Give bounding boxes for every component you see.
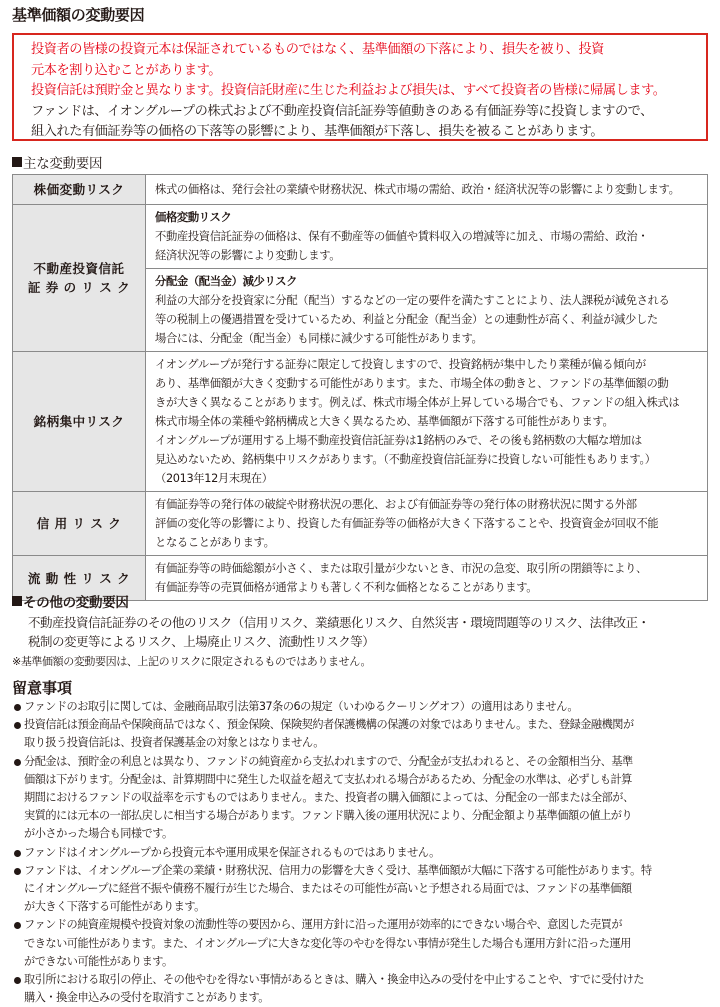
caution-heading: 留意事項 [12,679,73,697]
risk-description: 有価証券等の発行体の破綻や財務状況の悪化、および有価証券等の発行体の財務状況に関する外部 評価の変化等の影響により、投資した有価証券等の価格が大きく下落することや、投資資金が回収不能 となることがあります。 [146,492,708,556]
list-item: 取引所における取引の停止、その他やむを得ない事情があるときは、購入・換金申込みの受付を中止することや、すでに受付けた 購入・換金申込みの受付を取消すことがあります。 [12,971,712,1007]
risk-table [12,174,708,601]
bullet-icon [14,977,21,984]
list-item: ファンドはイオングループから投資元本や運用成果を保証されるものではありません。 [12,844,712,862]
bullet-icon [14,722,21,729]
risk-description: イオングループが発行する証券に限定して投資しますので、投資銘柄が集中したり業種が偏る傾向が あり、基準価額が大きく変動する可能性があります。また、市場全体の動きと、ファンドの基準価額の動 きが大きく異なることがあります。例えば、株式市場全体が上昇している場合でも、ファンドの組入株式は 株式市場全体の業種や銘柄構成と大きく異なるため、基準価額が下落する可能性があります。 イオングループが運用する上場不動産投資信託証券は1銘柄のみで、その後も銘柄数の大幅な増加は 見込めないため、銘柄集中リスクがあります。（不動産投資信託証券に投資しない可能性もあります。） （2013年12月末現在） [146,352,708,492]
warning-line: ファンドは、イオングループの株式および不動産投資信託証券等値動きのある有価証券等に投資しますので、 [31,103,653,119]
risk-name: 信 用 リ ス ク [13,492,146,556]
footnote: ※基準価額の変動要因は、上記のリスクに限定されるものではありません。 [12,655,372,668]
sub-risk: 分配金（配当金）減少リスク 利益の大部分を投資家に分配（配当）するなどの一定の要件を満たすことにより、法人課税が減免される 等の税制上の優遇措置を受けているため、利益と分配金（配当金）との連動性が高く、利益が減少した 場合には、分配金（配当金）も同様に減少する可能性があります。 [146,268,707,351]
other-factors-heading: その他の変動要因 [12,591,129,611]
risk-description [146,205,708,352]
sub-risk: 価格変動リスク 不動産投資信託証券の価格は、保有不動産等の価値や賃料収入の増減等に加え、市場の需給、政治・ 経済状況等の影響により変動します。 [155,205,699,268]
list-item: 分配金は、預貯金の利息とは異なり、ファンドの純資産から支払われますので、分配金が支払われると、その金額相当分、基準 価額は下がります。分配金は、計算期間中に発生した収益を超えて支払われる場合があるため、分配金の水準は、必ずしも計算 期間におけるファンドの収益率を示すものではありません。また、投資者の購入価額によっては、分配金の一部または全部が、 実質的には元本の一部払戻しに相当する場合があります。ファンド購入後の運用状況により、分配金額より基準価額の値上がり が小さかった場合も同様です。 [12,753,712,844]
table-row [13,352,708,492]
warning-line: 組入れた有価証券等の価格の下落等の影響により、基準価額が下落し、損失を被ることがあります。 [31,124,604,139]
caution-list [12,698,712,1007]
bullet-icon [14,704,21,711]
bullet-icon [14,922,21,929]
main-factors-heading: 主な変動要因 [12,152,102,172]
risk-name: 流 動 性 リ ス ク [13,556,146,601]
risk-description: 有価証券等の時価総額が小さく、または取引量が少ないとき、市況の急変、取引所の閉鎖等により、 有価証券等の売買価格が通常よりも著しく不利な価格となることがあります。 [146,556,708,601]
risk-description: 株式の価格は、発行会社の業績や財務状況、株式市場の需給、政治・経済状況等の影響により変動します。 [146,175,708,205]
bullet-icon [14,759,21,766]
list-item: ファンドの純資産規模や投資対象の流動性等の要因から、運用方針に沿った運用が効率的にできない場合や、意図した売買が できない可能性があります。また、イオングループに大きな変化等のやむを得ない事情が発生した場合も運用方針に沿った運用 ができない可能性があります。 [12,916,712,971]
risk-name: 不動産投資信託 証 券 の リ ス ク [13,205,146,352]
other-factors-text: 不動産投資信託証券のその他のリスク（信用リスク、業績悪化リスク、自然災害・環境問題等のリスク、法律改正・ 税制の変更等によるリスク、上場廃止リスク、流動性リスク等） [28,615,650,649]
sub-risk-title: 分配金（配当金）減少リスク [155,275,298,288]
table-row [13,205,708,352]
list-item: ファンドは、イオングループ企業の業績・財務状況、信用力の影響を大きく受け、基準価額が大幅に下落する可能性があります。特 にイオングループに経営不振や債務不履行が生じた場合、またはその可能性が高いと予想される局面では、ファンドの基準価額 が大きく下落する可能性があります。 [12,862,712,917]
table-row [13,175,708,205]
list-item: 投資信託は預金商品や保険商品ではなく、預金保険、保険契約者保護機構の保護の対象ではありません。また、登録金融機関が 取り扱う投資信託は、投資者保護基金の対象とはなりません。 [12,716,712,752]
risk-name: 株価変動リスク [13,175,146,205]
page-title: 基準価額の変動要因 [12,6,145,24]
warning-line: 投資者の皆様の投資元本は保証されているものではなく、基準価額の下落により、損失を被り、投資 [31,42,604,57]
bullet-icon [14,850,21,857]
risk-name: 銘柄集中リスク [13,352,146,492]
sub-risk-title: 価格変動リスク [155,211,232,224]
warning-line: 投資信託は預貯金と異なります。投資信託財産に生じた利益および損失は、すべて投資者の皆様に帰属します。 [31,83,666,98]
list-item: ファンドのお取引に関しては、金融商品取引法第37条の6の規定（いわゆるクーリングオフ）の適用はありません。 [12,698,712,716]
square-bullet-icon [12,596,22,606]
warning-box [12,33,708,141]
bullet-icon [14,868,21,875]
square-bullet-icon [12,157,22,167]
table-row [13,492,708,556]
warning-line: 元本を割り込むことがあります。 [31,62,222,78]
